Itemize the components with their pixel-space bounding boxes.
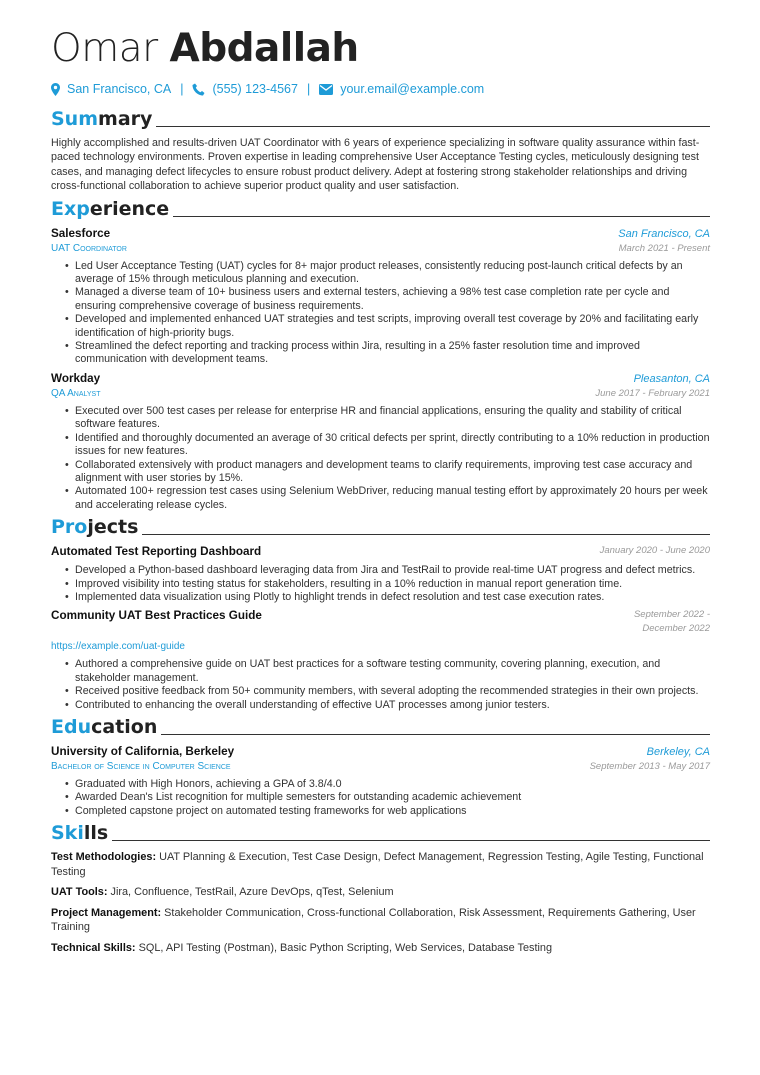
project-name: Community UAT Best Practices Guide: [51, 609, 262, 623]
experience-entry: [51, 371, 710, 512]
projects-heading: [51, 516, 710, 538]
skill-label: Test Methodologies:: [51, 851, 157, 864]
bullet-item: • Streamlined the defect reporting and tracking process within Jira, resulting in a 25% faster resolution time and improved communication with development teams.: [65, 340, 710, 367]
bullet-list: [51, 405, 710, 512]
location-text: San Francisco, CA: [67, 82, 172, 96]
job-location: San Francisco, CA: [618, 227, 710, 240]
bullet-item: • Authored a comprehensive guide on UAT best practices for a software testing community, covering planning, execution, and stakeholder management.: [65, 658, 710, 685]
bullet-item: • Implemented data visualization using Plotly to highlight trends in defect resolution and test case execution rates.: [65, 591, 710, 604]
school-location: Berkeley, CA: [646, 745, 710, 758]
section-title: Projects: [51, 516, 139, 539]
section-title: Experience: [51, 197, 170, 220]
first-name: Omar: [51, 26, 158, 71]
contact-separator: |: [306, 82, 311, 96]
job-dates: March 2021 - Present: [618, 242, 710, 254]
project-dates: January 2020 - June 2020: [599, 545, 710, 557]
skill-label: Technical Skills:: [51, 941, 136, 954]
bullet-item: • Identified and thoroughly documented an average of 30 critical defects per sprint, directly contributing to a 10% reduction in production issues for new features.: [65, 432, 710, 459]
job-location: Pleasanton, CA: [633, 372, 710, 385]
experience-heading: [51, 198, 710, 220]
section-title: Education: [51, 715, 158, 738]
section-divider: [112, 840, 710, 841]
contact-email[interactable]: [319, 82, 484, 96]
education-heading: [51, 716, 710, 738]
email-link: your.email@example.com: [340, 82, 485, 96]
education-dates: September 2013 - May 2017: [589, 760, 710, 772]
candidate-name: [51, 26, 710, 72]
bullet-list: [51, 260, 710, 367]
phone-text: (555) 123-4567: [212, 82, 298, 96]
company-name: Salesforce: [51, 226, 111, 240]
map-marker-icon: [51, 83, 60, 96]
last-name: Abdallah: [169, 26, 359, 71]
skills-heading: [51, 822, 710, 844]
education-entry: [51, 744, 710, 818]
bullet-item: • Collaborated extensively with product managers and development teams to clarify requirements, improving test case accuracy and alignment with user stories by 15%.: [65, 459, 710, 486]
contact-location: [51, 82, 171, 96]
school-name: University of California, Berkeley: [51, 744, 235, 758]
bullet-item: • Contributed to enhancing the overall understanding of effective UAT processes among junior testers.: [65, 699, 710, 712]
bullet-item: • Improved visibility into testing status for stakeholders, resulting in a 10% reduction in manual report generation time.: [65, 578, 710, 591]
skill-label: UAT Tools:: [51, 886, 108, 899]
project-entry: [51, 544, 710, 604]
skill-value: UAT Planning & Execution, Test Case Design, Defect Management, Regression Testing, Agile Testing, Functional Testing: [51, 851, 704, 878]
bullet-item: • Executed over 500 test cases per release for enterprise HR and financial applications, ensuring the quality and stability of critical software features.: [65, 405, 710, 432]
section-title: Summary: [51, 108, 153, 130]
job-title: QA Analyst: [51, 387, 101, 399]
envelope-icon: [319, 84, 333, 95]
section-divider: [156, 126, 710, 127]
summary-text: Highly accomplished and results-driven UAT Coordinator with 6 years of experience specializing in software quality assurance within fast-paced technology environments. Proven expertise in leading comprehensive User Acceptance Testing cycles, meticulously designing test cases, and managing defect lifecycles to ensure robust product delivery. Adept at fostering strong stakeholder relationships and driving cross-functional collaboration to achieve superior product quality and user satisfaction.: [51, 137, 700, 193]
bullet-item: • Completed capstone project on automated testing frameworks for web applications: [65, 805, 710, 818]
skill-value: Jira, Confluence, TestRail, Azure DevOps, qTest, Selenium: [110, 886, 394, 899]
bullet-item: • Awarded Dean's List recognition for multiple semesters for outstanding academic achievement: [65, 791, 710, 804]
job-dates: June 2017 - February 2021: [595, 387, 710, 399]
bullet-list: [51, 564, 710, 604]
skill-row: [51, 850, 710, 879]
bullet-item: • Developed a Python-based dashboard leveraging data from Jira and TestRail to provide real-time UAT progress and defect metrics.: [65, 564, 710, 577]
section-divider: [142, 534, 710, 535]
degree: Bachelor of Science in Computer Science: [51, 760, 231, 772]
experience-entry: [51, 226, 710, 367]
section-divider: [173, 216, 710, 217]
phone-icon: [192, 83, 205, 96]
bullet-list: [51, 778, 710, 818]
project-dates: September 2022 - December 2022: [633, 609, 710, 635]
contact-phone[interactable]: [192, 82, 297, 96]
section-title: Skills: [51, 822, 109, 845]
skill-value: SQL, API Testing (Postman), Basic Python Scripting, Web Services, Database Testing: [138, 941, 553, 954]
bullet-item: • Managed a diverse team of 10+ business users and external testers, achieving a 98% test case completion rate per cycle and ensuring comprehensive coverage of business requirements.: [65, 286, 710, 313]
summary-heading: [51, 108, 710, 130]
skill-row: [51, 941, 710, 956]
bullet-item: • Led User Acceptance Testing (UAT) cycles for 8+ major product releases, consistently reducing post-launch critical defects by an average of 15% through meticulous planning and execution.: [65, 260, 710, 287]
bullet-item: • Graduated with High Honors, achieving a GPA of 3.8/4.0: [65, 778, 710, 791]
bullet-item: • Received positive feedback from 50+ community members, with several adopting the recommended strategies in their own projects.: [65, 685, 710, 698]
company-name: Workday: [51, 371, 101, 385]
bullet-list: [51, 658, 710, 712]
skill-row: [51, 906, 710, 935]
project-entry: [51, 608, 710, 712]
bullet-item: • Automated 100+ regression test cases using Selenium WebDriver, reducing manual testing effort by approximately 20 hours per week and accelerating release cycles.: [65, 485, 710, 512]
job-title: UAT Coordinator: [51, 242, 127, 254]
skill-value: Stakeholder Communication, Cross-functional Collaboration, Risk Assessment, Requirements Gathering, User Training: [51, 906, 696, 934]
contact-row: [51, 80, 710, 98]
skill-label: Project Management:: [51, 906, 162, 919]
skill-row: [51, 885, 710, 900]
contact-separator: |: [180, 82, 184, 96]
project-name: Automated Test Reporting Dashboard: [51, 545, 262, 559]
project-link[interactable]: https://example.com/uat-guide: [51, 641, 185, 653]
bullet-item: • Developed and implemented enhanced UAT strategies and test scripts, improving overall test coverage by 20% and facilitating early identification of high-priority bugs.: [65, 313, 710, 340]
section-divider: [161, 734, 710, 735]
